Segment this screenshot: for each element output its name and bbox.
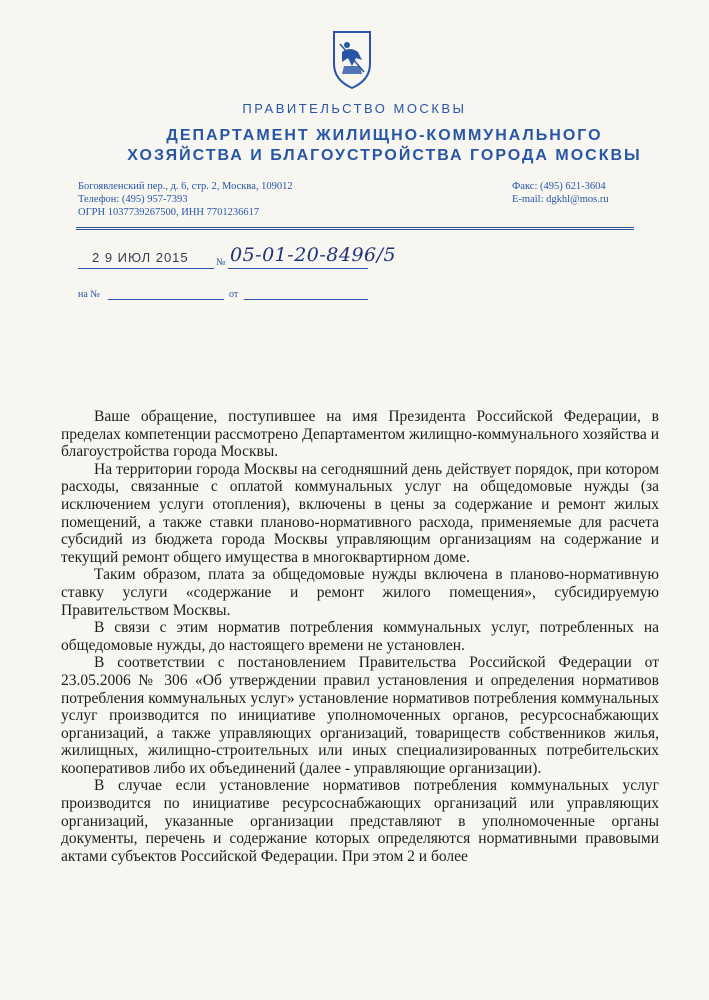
number-label: № — [216, 257, 226, 268]
paragraph: Ваше обращение, поступившее на имя Президента Российской Федерации, в пределах компетенции рассмотрено Департаментом жилищно-коммунального хозяйства и благоустройства города Москвы. — [61, 408, 659, 461]
number-underline — [228, 268, 368, 269]
letter-body — [61, 408, 659, 865]
letterhead-divider — [76, 227, 634, 230]
date-underline — [78, 268, 214, 269]
department-title-line-2: ХОЗЯЙСТВА И БЛАГОУСТРОЙСТВА ГОРОДА МОСКВЫ — [127, 147, 642, 164]
reply-from-underline — [244, 299, 368, 300]
government-title: ПРАВИТЕЛЬСТВО МОСКВЫ — [242, 101, 467, 116]
contacts-left — [78, 180, 293, 219]
contacts-right — [512, 180, 609, 206]
moscow-coat-of-arms-icon — [330, 28, 374, 90]
ogrn-inn: ОГРН 1037739267500, ИНН 7701236617 — [78, 207, 260, 218]
phone: Телефон: (495) 957-7393 — [78, 194, 188, 205]
department-title-line-1: ДЕПАРТАМЕНТ ЖИЛИЩНО-КОММУНАЛЬНОГО — [166, 127, 603, 144]
paragraph: На территории города Москвы на сегодняшний день действует порядок, при котором расходы, связанные с оплатой коммунальных услуг на общедомовые нужды (за исключением услуги отопления), включены в цены за содержание и ремонт жилых помещений, а также ставки планово-нормативного расхода, применяемые для расчета субсидий из бюджета города Москвы управляющим организациям на содержание и текущий ремонт общего имущества в многоквартирном доме. — [61, 460, 659, 566]
reply-from-label: от — [229, 289, 239, 300]
email: E-mail: dgkhl@mos.ru — [512, 194, 609, 205]
paragraph: В соответствии с постановлением Правительства Российской Федерации от 23.05.2006 № 306 «Об утверждении правил установления и определения нормативов потребления коммунальных услуг» установление нормативов потребления коммунальных услуг производится по инициативе уполномоченных органов, ресурсоснабжающих организаций, а также управляющих организаций, товариществ собственников жилья, жилищных, жилищно-строительных или иных специализированных потребительских кооперативов либо их объединений (далее - управляющие организации). — [61, 654, 659, 777]
paragraph: Таким образом, плата за общедомовые нужды включена в планово-нормативную ставку услуги «содержание и ремонт жилого помещения», субсидируемую Правительством Москвы. — [61, 566, 659, 619]
fax: Факс: (495) 621-3604 — [512, 181, 606, 192]
paragraph: В связи с этим норматив потребления коммунальных услуг, потребленных на общедомовые нужды, до настоящего времени не установлен. — [61, 619, 659, 654]
reply-to-label: на № — [78, 289, 100, 300]
registration-date-stamp: 2 9 ИЮЛ 2015 — [92, 250, 189, 265]
paragraph: В случае если установление нормативов потребления коммунальных услуг производится по инициативе ресурсоснабжающих организаций или управляющих организаций, указанные организации представляют в уполномоченные органы документы, перечень и содержание которых определяются нормативными правовыми актами субъектов Российской Федерации. При этом 2 и более — [61, 777, 659, 865]
address: Богоявленский пер., д. 6, стр. 2, Москва, 109012 — [78, 181, 293, 192]
department-title — [60, 126, 709, 166]
registration-number: 05-01-20-8496/5 — [230, 244, 397, 266]
reply-to-underline — [108, 299, 224, 300]
